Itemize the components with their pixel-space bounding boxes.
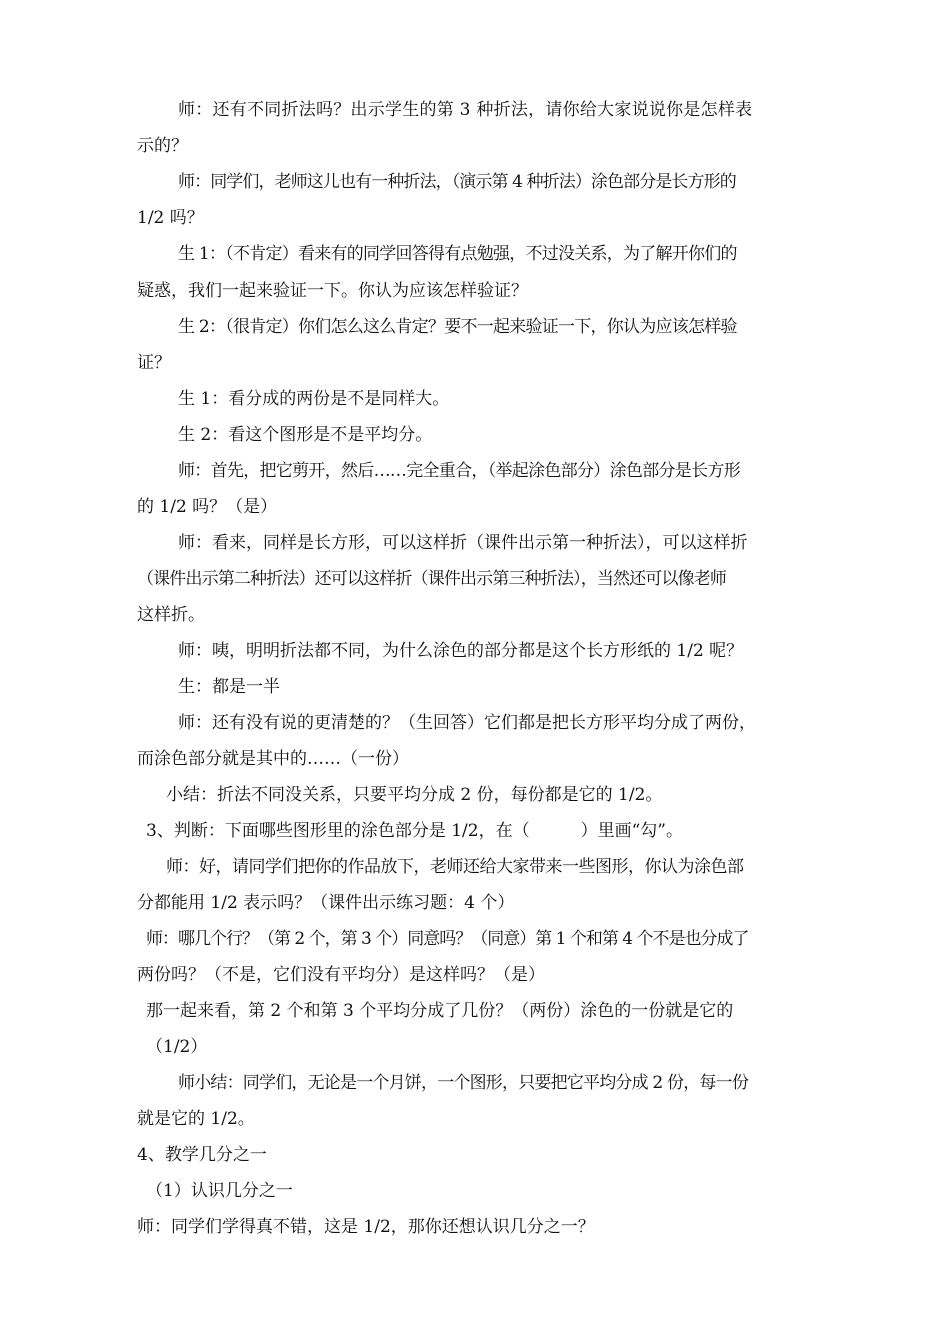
text-line: 生：都是一半 bbox=[178, 677, 280, 697]
text-line: 师：同学们学得真不错，这是 1/2，那你还想认识几分之一？ bbox=[137, 1217, 595, 1237]
text-line: 师：还有没有说的更清楚的？（生回答）它们都是把长方形平均分成了两份， bbox=[178, 713, 756, 733]
text-line: 示的？ bbox=[137, 136, 188, 156]
text-line: 就是它的 1/2。 bbox=[137, 1109, 255, 1129]
text-line: 师：看来，同样是长方形，可以这样折（课件出示第一种折法），可以这样折 bbox=[178, 533, 748, 553]
text-line: 分都能用 1/2 表示吗？（课件出示练习题：4 个） bbox=[137, 893, 515, 913]
text-line: 生 1：看分成的两份是不是同样大。 bbox=[178, 389, 450, 409]
text-line: 那一起来看，第 2 个和第 3 个平均分成了几份？（两份）涂色的一份就是它的 bbox=[146, 1001, 734, 1021]
text-line: 师：首先，把它剪开，然后……完全重合，（举起涂色部分）涂色部分是长方形 bbox=[178, 461, 740, 481]
text-line: 师：咦，明明折法都不同，为什么涂色的部分都是这个长方形纸的 1/2 呢？ bbox=[178, 641, 744, 661]
text-line: 这样折。 bbox=[137, 605, 205, 625]
text-line: 师：同学们，老师这儿也有一种折法，（演示第 4 种折法）涂色部分是长方形的 bbox=[178, 172, 736, 192]
text-line: 两份吗？（不是，它们没有平均分）是这样吗？（是） bbox=[137, 965, 545, 985]
text-line: 师：哪几个行？（第 2 个，第 3 个）同意吗？（同意）第 1 个和第 4 个不是也分成了 bbox=[146, 929, 749, 949]
text-line: 疑惑，我们一起来验证一下。你认为应该怎样验证？ bbox=[137, 281, 528, 301]
text-line: 生 1：（不肯定）看来有的同学回答得有点勉强，不过没关系，为了解开你们的 bbox=[178, 244, 737, 264]
text-line: （1/2） bbox=[146, 1037, 208, 1057]
text-line: （课件出示第二种折法）还可以这样折（课件出示第三种折法），当然还可以像老师 bbox=[137, 569, 727, 589]
section-heading: 3、判断：下面哪些图形里的涂色部分是 1/2，在（ ）里画“勾”。 bbox=[146, 821, 683, 841]
text-line: 小结：折法不同没关系，只要平均分成 2 份，每份都是它的 1/2。 bbox=[166, 785, 663, 805]
text-line: 的 1/2 吗？（是） bbox=[137, 497, 278, 517]
subsection-heading: （1）认识几分之一 bbox=[146, 1181, 293, 1201]
text-line: 生 2：看这个图形是不是平均分。 bbox=[178, 425, 433, 445]
text-line: 生 2：（很肯定）你们怎么这么肯定？要不一起来验证一下，你认为应该怎样验 bbox=[178, 317, 737, 337]
text-line: 证？ bbox=[137, 353, 171, 373]
text-line: 师小结：同学们，无论是一个月饼，一个图形，只要把它平均分成 2 份，每一份 bbox=[178, 1073, 749, 1093]
text-line: 而涂色部分就是其中的……（一份） bbox=[137, 749, 409, 769]
text-line: 师：还有不同折法吗？出示学生的第 3 种折法，请你给大家说说你是怎样表 bbox=[178, 100, 753, 120]
text-line: 师：好，请同学们把你的作品放下，老师还给大家带来一些图形，你认为涂色部 bbox=[166, 857, 744, 877]
section-heading: 4、教学几分之一 bbox=[137, 1145, 267, 1165]
text-line: 1/2 吗？ bbox=[137, 208, 204, 228]
